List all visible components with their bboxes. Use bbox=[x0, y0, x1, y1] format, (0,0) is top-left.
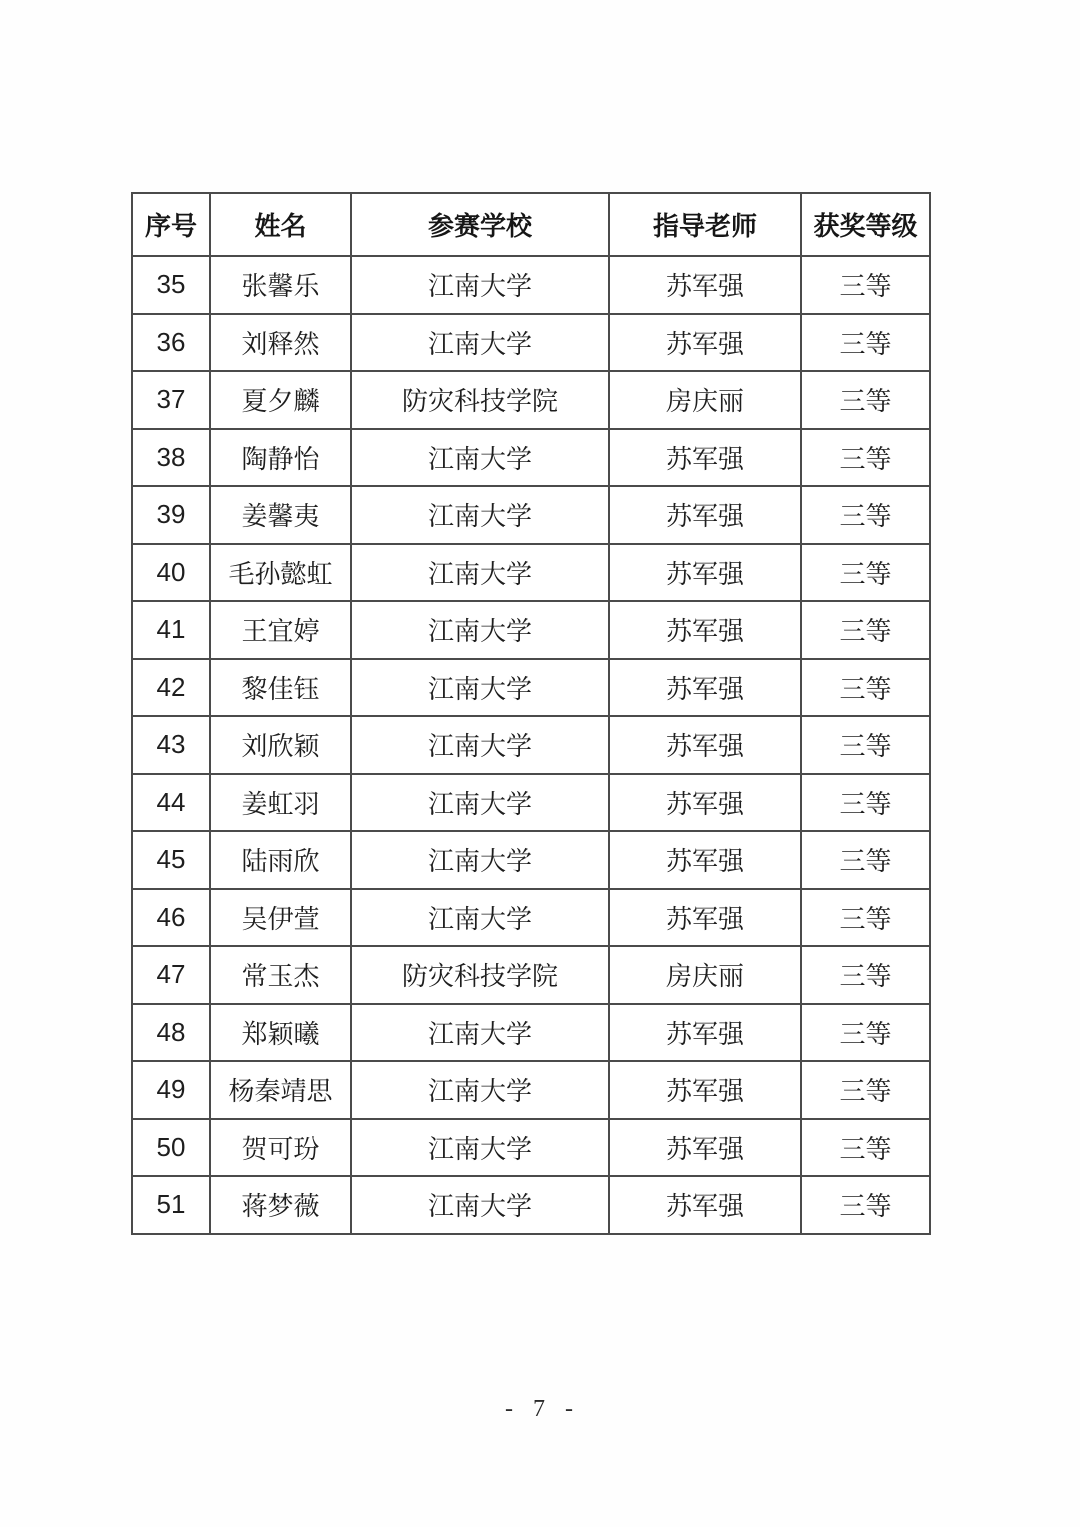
cell-award: 三等 bbox=[801, 429, 930, 487]
cell-teacher: 房庆丽 bbox=[609, 946, 801, 1004]
cell-award: 三等 bbox=[801, 314, 930, 372]
table-row bbox=[132, 716, 930, 774]
table-row bbox=[132, 946, 930, 1004]
cell-award: 三等 bbox=[801, 831, 930, 889]
cell-award: 三等 bbox=[801, 544, 930, 602]
column-header-teacher: 指导老师 bbox=[609, 193, 801, 256]
page-number: - 7 - bbox=[505, 1396, 575, 1422]
cell-name: 陆雨欣 bbox=[210, 831, 351, 889]
cell-award: 三等 bbox=[801, 371, 930, 429]
table-body bbox=[132, 256, 930, 1234]
cell-award: 三等 bbox=[801, 716, 930, 774]
cell-award: 三等 bbox=[801, 659, 930, 717]
cell-award: 三等 bbox=[801, 256, 930, 314]
cell-no: 41 bbox=[132, 601, 210, 659]
cell-school: 江南大学 bbox=[351, 256, 609, 314]
cell-name: 郑颖曦 bbox=[210, 1004, 351, 1062]
cell-no: 51 bbox=[132, 1176, 210, 1234]
cell-school: 江南大学 bbox=[351, 831, 609, 889]
cell-school: 江南大学 bbox=[351, 314, 609, 372]
cell-award: 三等 bbox=[801, 1061, 930, 1119]
table-header-row bbox=[132, 193, 930, 256]
cell-teacher: 苏军强 bbox=[609, 1176, 801, 1234]
cell-school: 江南大学 bbox=[351, 544, 609, 602]
table-row bbox=[132, 1119, 930, 1177]
cell-award: 三等 bbox=[801, 889, 930, 947]
cell-no: 42 bbox=[132, 659, 210, 717]
cell-name: 杨秦靖思 bbox=[210, 1061, 351, 1119]
cell-teacher: 苏军强 bbox=[609, 486, 801, 544]
cell-no: 46 bbox=[132, 889, 210, 947]
cell-school: 防灾科技学院 bbox=[351, 371, 609, 429]
column-header-name: 姓名 bbox=[210, 193, 351, 256]
cell-no: 48 bbox=[132, 1004, 210, 1062]
cell-award: 三等 bbox=[801, 1176, 930, 1234]
cell-school: 江南大学 bbox=[351, 1061, 609, 1119]
cell-school: 江南大学 bbox=[351, 601, 609, 659]
cell-school: 江南大学 bbox=[351, 774, 609, 832]
cell-name: 蒋梦薇 bbox=[210, 1176, 351, 1234]
table-row bbox=[132, 889, 930, 947]
cell-school: 江南大学 bbox=[351, 1004, 609, 1062]
cell-name: 常玉杰 bbox=[210, 946, 351, 1004]
cell-no: 38 bbox=[132, 429, 210, 487]
cell-name: 姜馨夷 bbox=[210, 486, 351, 544]
table-row bbox=[132, 371, 930, 429]
table-row bbox=[132, 314, 930, 372]
cell-teacher: 房庆丽 bbox=[609, 371, 801, 429]
cell-teacher: 苏军强 bbox=[609, 774, 801, 832]
cell-teacher: 苏军强 bbox=[609, 1061, 801, 1119]
cell-no: 40 bbox=[132, 544, 210, 602]
cell-award: 三等 bbox=[801, 1119, 930, 1177]
cell-school: 江南大学 bbox=[351, 1176, 609, 1234]
cell-award: 三等 bbox=[801, 486, 930, 544]
cell-no: 36 bbox=[132, 314, 210, 372]
cell-teacher: 苏军强 bbox=[609, 544, 801, 602]
award-results-table bbox=[131, 192, 931, 1235]
cell-school: 江南大学 bbox=[351, 659, 609, 717]
column-header-no: 序号 bbox=[132, 193, 210, 256]
cell-award: 三等 bbox=[801, 601, 930, 659]
cell-school: 江南大学 bbox=[351, 486, 609, 544]
cell-teacher: 苏军强 bbox=[609, 601, 801, 659]
table-row bbox=[132, 486, 930, 544]
table-row bbox=[132, 774, 930, 832]
cell-name: 刘欣颖 bbox=[210, 716, 351, 774]
cell-teacher: 苏军强 bbox=[609, 256, 801, 314]
cell-no: 47 bbox=[132, 946, 210, 1004]
cell-school: 江南大学 bbox=[351, 889, 609, 947]
cell-teacher: 苏军强 bbox=[609, 831, 801, 889]
table-row bbox=[132, 659, 930, 717]
cell-teacher: 苏军强 bbox=[609, 716, 801, 774]
cell-name: 黎佳钰 bbox=[210, 659, 351, 717]
table-row bbox=[132, 1061, 930, 1119]
column-header-award: 获奖等级 bbox=[801, 193, 930, 256]
cell-name: 夏夕麟 bbox=[210, 371, 351, 429]
cell-no: 44 bbox=[132, 774, 210, 832]
cell-teacher: 苏军强 bbox=[609, 1119, 801, 1177]
cell-school: 江南大学 bbox=[351, 1119, 609, 1177]
cell-award: 三等 bbox=[801, 946, 930, 1004]
cell-school: 防灾科技学院 bbox=[351, 946, 609, 1004]
cell-no: 49 bbox=[132, 1061, 210, 1119]
table-row bbox=[132, 831, 930, 889]
cell-name: 张馨乐 bbox=[210, 256, 351, 314]
cell-name: 姜虹羽 bbox=[210, 774, 351, 832]
cell-name: 吴伊萱 bbox=[210, 889, 351, 947]
cell-no: 43 bbox=[132, 716, 210, 774]
cell-teacher: 苏军强 bbox=[609, 1004, 801, 1062]
cell-teacher: 苏军强 bbox=[609, 659, 801, 717]
cell-name: 贺可玢 bbox=[210, 1119, 351, 1177]
table-row bbox=[132, 429, 930, 487]
cell-no: 50 bbox=[132, 1119, 210, 1177]
table-row bbox=[132, 256, 930, 314]
cell-no: 35 bbox=[132, 256, 210, 314]
cell-school: 江南大学 bbox=[351, 716, 609, 774]
cell-school: 江南大学 bbox=[351, 429, 609, 487]
cell-teacher: 苏军强 bbox=[609, 314, 801, 372]
cell-no: 39 bbox=[132, 486, 210, 544]
column-header-school: 参赛学校 bbox=[351, 193, 609, 256]
table-row bbox=[132, 544, 930, 602]
table-row bbox=[132, 601, 930, 659]
cell-award: 三等 bbox=[801, 1004, 930, 1062]
cell-name: 王宜婷 bbox=[210, 601, 351, 659]
cell-name: 毛孙懿虹 bbox=[210, 544, 351, 602]
cell-teacher: 苏军强 bbox=[609, 429, 801, 487]
table-row bbox=[132, 1176, 930, 1234]
table-row bbox=[132, 1004, 930, 1062]
cell-teacher: 苏军强 bbox=[609, 889, 801, 947]
cell-name: 陶静怡 bbox=[210, 429, 351, 487]
cell-no: 37 bbox=[132, 371, 210, 429]
cell-award: 三等 bbox=[801, 774, 930, 832]
cell-name: 刘释然 bbox=[210, 314, 351, 372]
cell-no: 45 bbox=[132, 831, 210, 889]
